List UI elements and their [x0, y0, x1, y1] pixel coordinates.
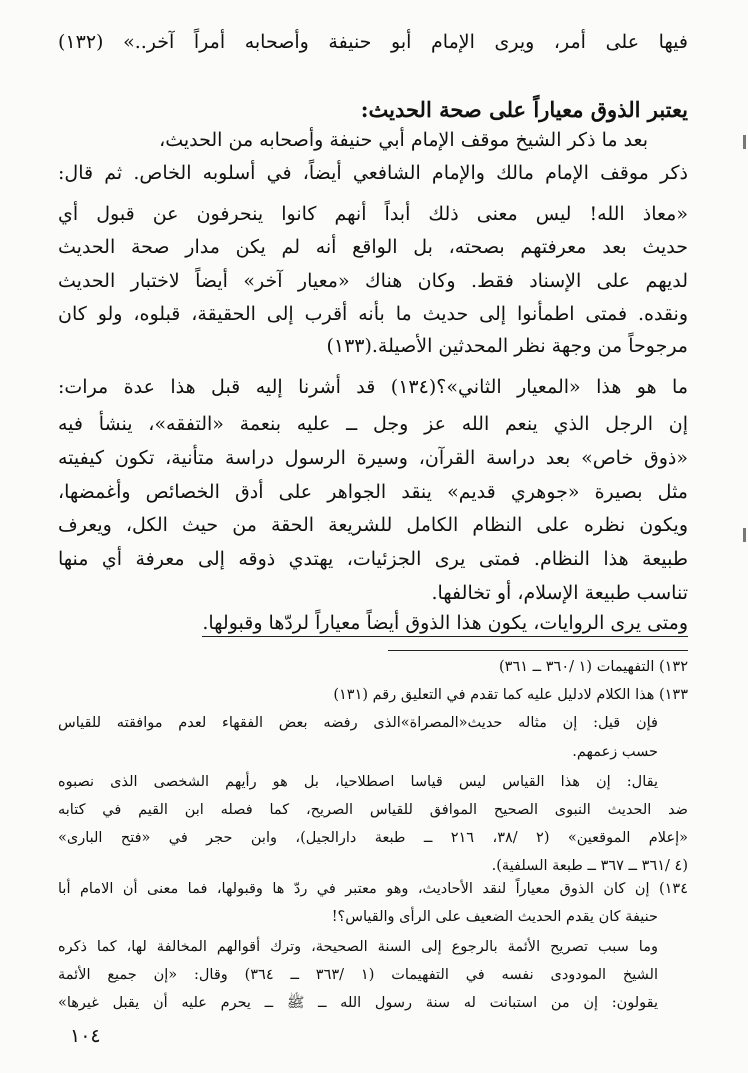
paragraph-line: ذكر موقف الإمام مالك والإمام الشافعي أيضاً، في أسلوبه الخاص. ثم قال: — [58, 162, 688, 184]
quote-line: مثل بصيرة «جوهري قديم» ينقد الجواهر على أدق الخصائص وأغمضها، — [58, 481, 688, 503]
quote-line: إن الرجل الذي ينعم الله عز وجل ــ عليه بنعمة «التفقه»، ينشأ فيه — [58, 413, 688, 435]
footnote-line: حنيفة كان يقدم الحديث الضعيف على الرأى والقياس؟! — [331, 909, 658, 925]
section-heading: يعتبر الذوق معياراً على صحة الحديث: — [360, 97, 688, 122]
footnote-line: ضد الحديث النبوى الصحيح الموافق للقياس الصريح، كما فصله ابن القيم في كتابه — [58, 802, 688, 818]
footnote-line: (٤ /٣٦١ ــ ٣٦٧ ــ طبعة السلفية). — [491, 858, 688, 874]
footnote-line: فإن قيل: إن مثاله حديث«المصراة»الذى رفضه بعض الفقهاء لعدم موافقته للقياس — [58, 715, 658, 731]
footnote-line: الشيخ المودودى نفسه في التفهيمات (١ /٣٦٣ ــ ٣٦٤) وقال: «إن جميع الأئمة — [58, 967, 659, 983]
quote-line: ويكون نظره على النظام الكامل للشريعة الحقة من حيث الكل، ويعرف — [58, 514, 688, 536]
quote-line: طبيعة هذا النظام. فمتى يرى الجزئيات، يهتدي ذوقه إلى معرفة أي منها — [58, 548, 688, 570]
quote-line: تناسب طبيعة الإسلام، أو تخالفها. — [431, 582, 688, 604]
paragraph-line: بعد ما ذكر الشيخ موقف الإمام أبي حنيفة وأصحابه من الحديث، — [159, 129, 648, 151]
scan-edge-mark — [743, 528, 746, 542]
footnote-line: «إعلام الموقعين» (٢ /٣٨، ٢١٦ ــ طبعة دارالجيل)، وابن حجر في «فتح البارى» — [58, 830, 688, 846]
footnote-line: ١٣٢) التفهيمات (١ /٣٦٠ ــ ٣٦١) — [498, 659, 688, 675]
scan-edge-mark — [743, 135, 746, 149]
quote-line: «معاذ الله! ليس معنى ذلك أبداً أنهم كانوا ينحرفون عن قبول أي — [58, 203, 688, 225]
quote-line: مرجوحاً من وجهة نظر المحدثين الأصيلة.(١٣٣) — [326, 335, 688, 357]
quote-line: لديهم على الإسناد فقط. وكان هناك «معيار آخر» أيضاً لاختبار الحديث — [58, 270, 688, 292]
quote-line: «ذوق خاص» بعد دراسة القرآن، وسيرة الرسول دراسة متأنية، تكون كيفيته — [58, 447, 688, 469]
footnote-line: حسب زعمهم. — [572, 744, 658, 760]
footnote-line: ١٣٤) إن كان الذوق معياراً لنقد الأحاديث، وهو معتبر في ردّ ها وقبولها، فما معنى أن الامام أبا — [58, 881, 688, 897]
footnote-line: ١٣٣) هذا الكلام لادليل عليه كما تقدم في التعليق رقم (١٣١) — [333, 687, 688, 703]
quote-line: حديث بعد معرفتهم بصحته، بل الواقع أنه لم يكن مدار صحة الحديث — [58, 236, 688, 258]
footnote-line: وما سبب تصريح الأئمة بالرجوع إلى السنة الصحيحة، وترك أقوالهم المخالفة لها، كما ذكره — [58, 939, 658, 955]
page-number: ١٠٤ — [70, 1025, 101, 1047]
footnote-line: يقال: إن هذا القياس ليس قياسا اصطلاحيا، بل هو رأيهم الشخصى الذى نصبوه — [58, 774, 658, 790]
footnote-separator — [388, 650, 688, 651]
paragraph-line: ما هو هذا «المعيار الثاني»؟(١٣٤) قد أشرنا إليه قبل هذا عدة مرات: — [58, 376, 688, 398]
quote-line: ونقده. فمتى اطمأنوا إلى حديث ما بأنه أقرب إلى الحقيقة، قبلوه، ولو كان — [58, 303, 688, 325]
top-continuation-line: فيها على أمر، ويرى الإمام أبو حنيفة وأصحابه أمراً آخر..» (١٣٢) — [58, 31, 688, 53]
footnote-line: يقولون: إن من استبانت له سنة رسول الله ــ ﷺ ــ يحرم عليه أن يقبل غيرها» — [58, 995, 658, 1011]
quote-line: ومتى يرى الروايات، يكون هذا الذوق أيضاً معياراً لردّها وقبولها. — [202, 614, 688, 637]
